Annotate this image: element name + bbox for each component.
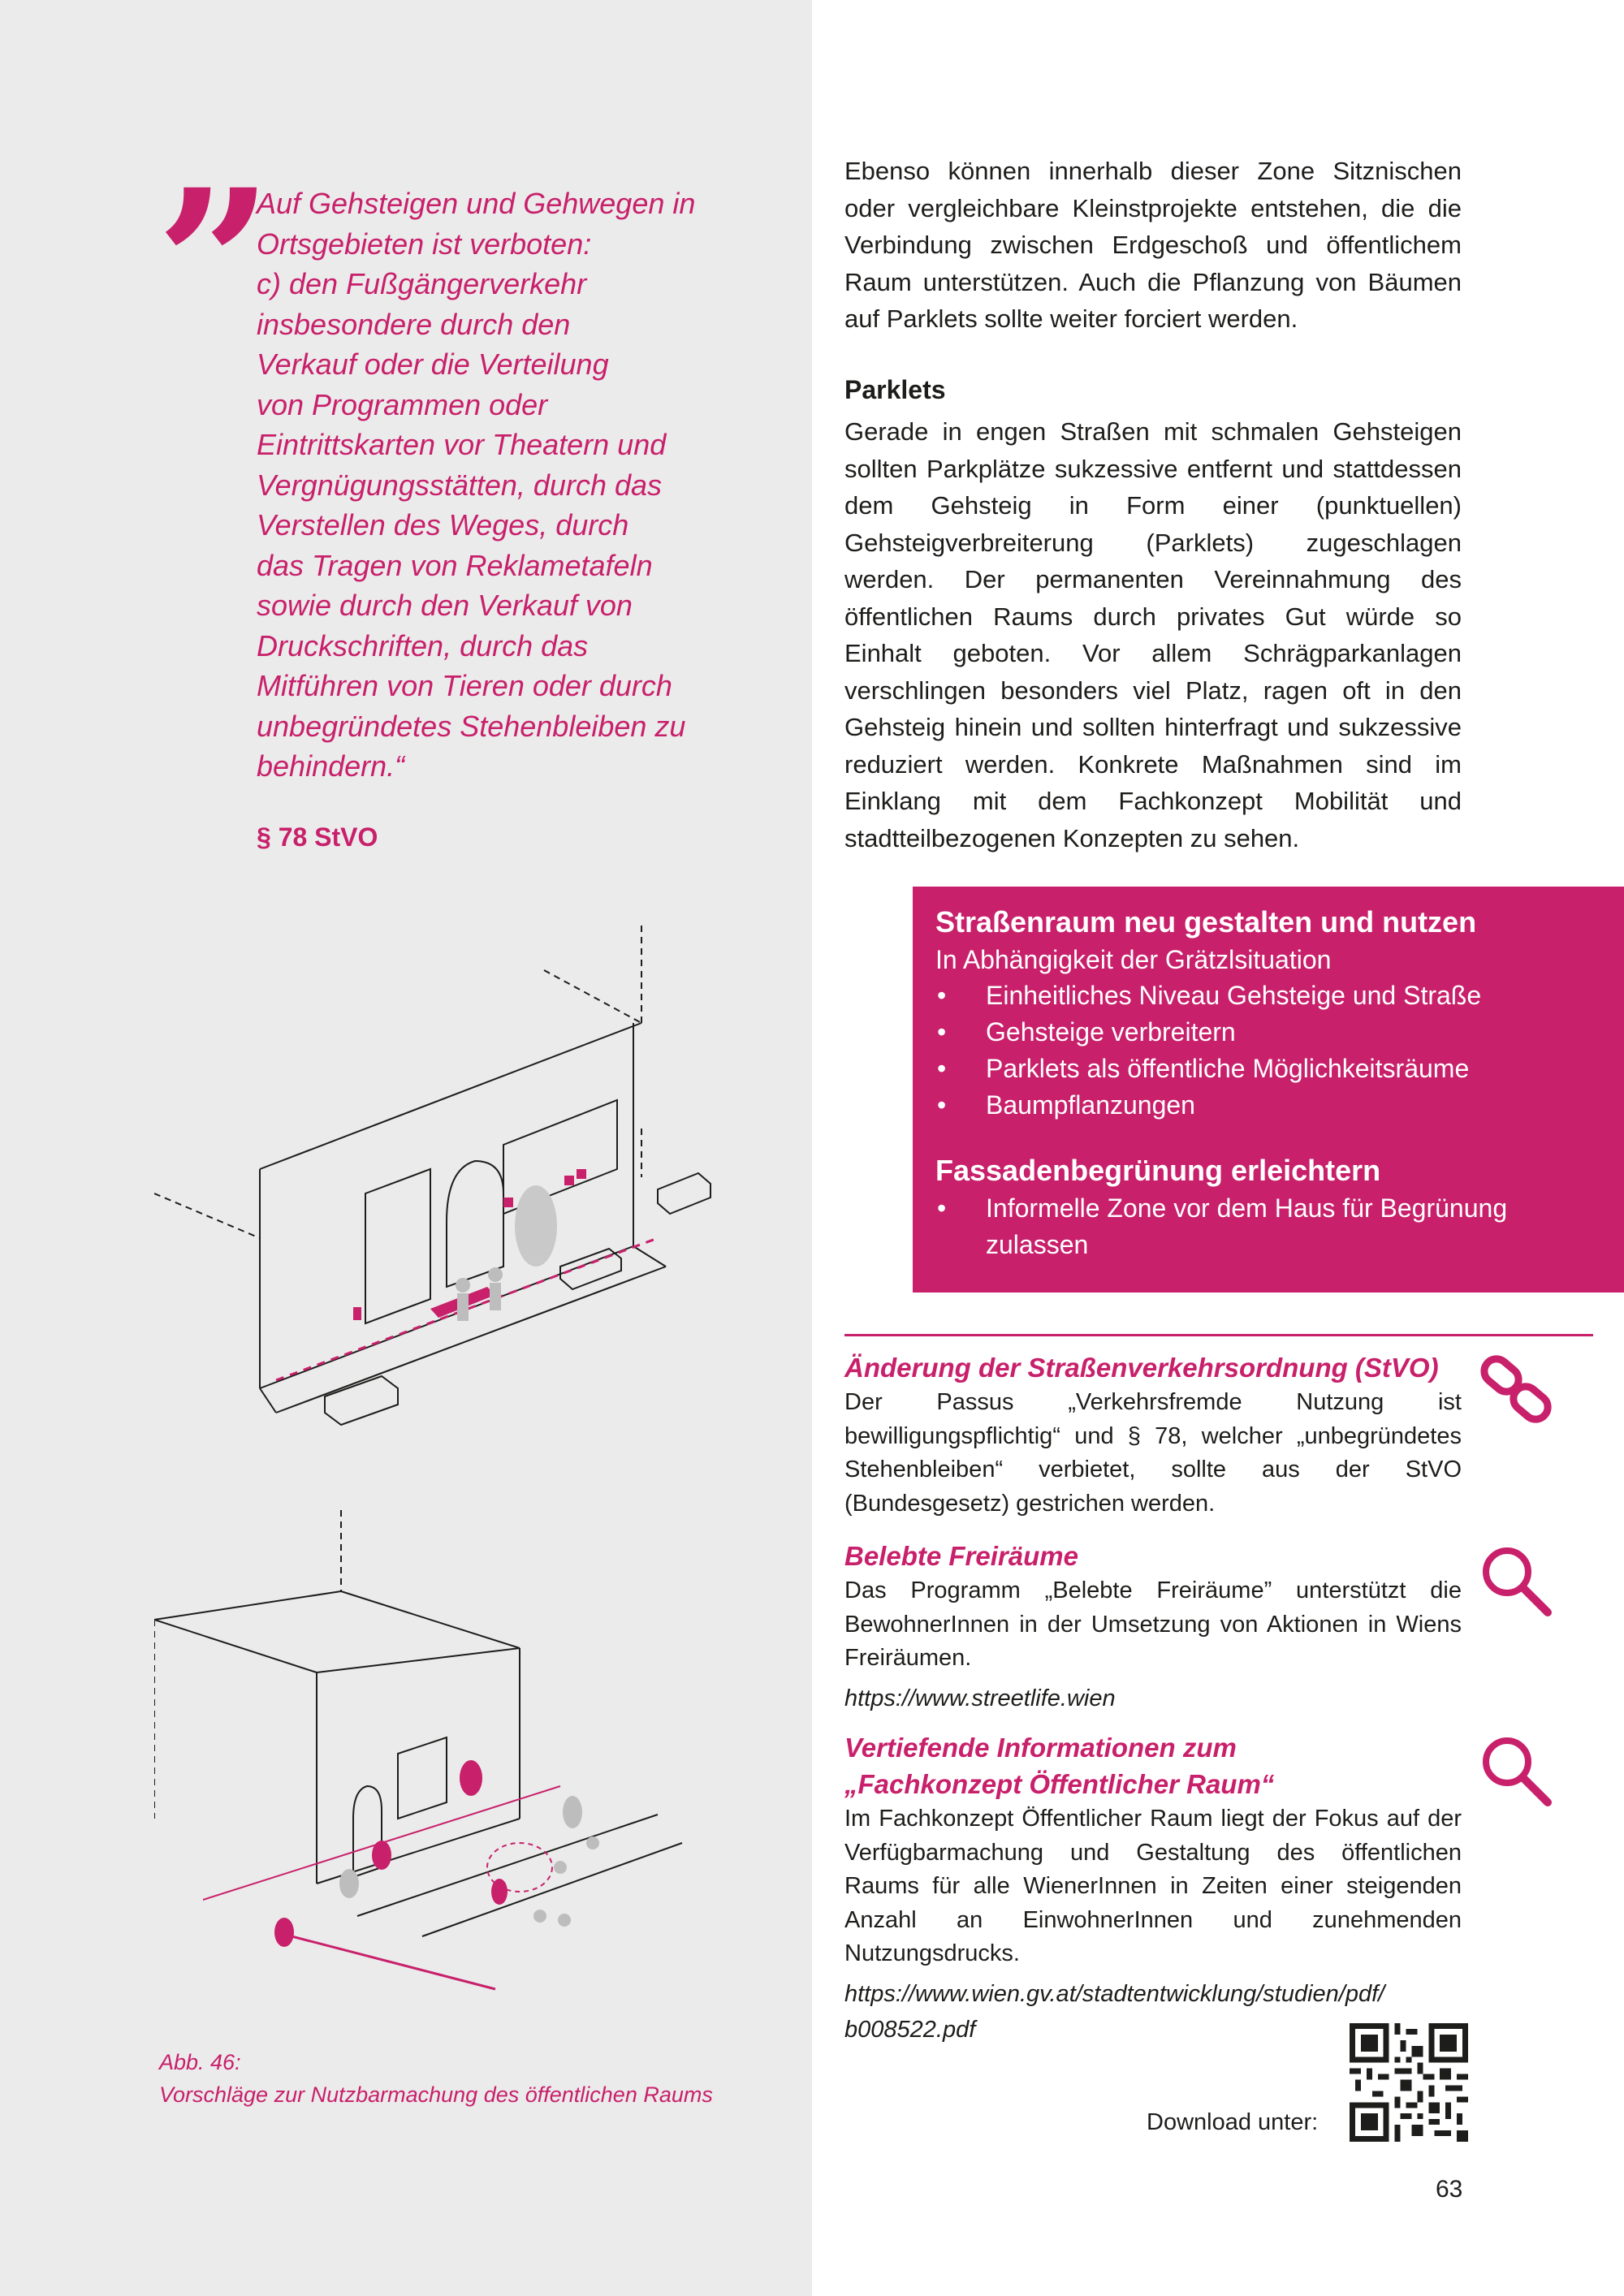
street-illustration [154, 926, 788, 1429]
box-subheading: In Abhängigkeit der Grätzlsituation [935, 945, 1332, 974]
list-item: • Baumpflanzungen [935, 1087, 1600, 1124]
quote-text: Auf Gehsteigen und Gehwegen in Ortsgebieten ist verboten: c) den Fußgängerverkehr insbesondere durch den Verkauf oder die Verteilung von Programmen oder Eintrittskarten vor Theatern und Vergnügungsstätten, durch das Verstellen des Weges, durch das Tragen von Reklametafeln sowie durch den Verkauf von Druckschriften, durch das Mitführen von Tieren oder durch unbegründetes Stehenbleiben zu behindern.“ [257, 187, 696, 783]
info-title: Belebte Freiräume [844, 1541, 1078, 1571]
info-text: Das Programm „Belebte Freiräume” unterstützt die BewohnerInnen in der Umsetzung von Aktionen in Wiens Freiräumen. [844, 1577, 1462, 1671]
list-item: • Gehsteige verbreitern [935, 1014, 1600, 1051]
list-item: • Einheitliches Niveau Gehsteige und Straße [935, 978, 1600, 1014]
list-item: • Parklets als öffentliche Möglichkeitsräume [935, 1051, 1600, 1087]
recommendations-box [913, 887, 1624, 1293]
section-divider [844, 1334, 1593, 1336]
info-title: Vertiefende Informationen zum „Fachkonzept Öffentlicher Raum“ [844, 1733, 1275, 1799]
figure-caption: Abb. 46: Vorschläge zur Nutzbarmachung des öffentlichen Raums [159, 2050, 713, 2107]
search-icon [1479, 1544, 1554, 1619]
info-block-fachkonzept [844, 1729, 1462, 2048]
fachkonzept-link[interactable]: https://www.wien.gv.at/stadtentwicklung/studien/pdf/ b008522.pdf [844, 1980, 1385, 2043]
streetlife-link[interactable]: https://www.streetlife.wien [844, 1685, 1116, 1711]
link-icon [1479, 1352, 1554, 1426]
box-heading-facade: Fassadenbegrünung erleichtern [935, 1154, 1381, 1187]
list-item: • Informelle Zone vor dem Haus für Begrünung zulassen [935, 1190, 1600, 1263]
parklets-heading: Parklets [844, 375, 946, 404]
quote-mark-icon: ” [156, 145, 257, 383]
box-heading-streetspace: Straßenraum neu gestalten und nutzen [935, 905, 1477, 939]
streetspace-list [935, 978, 1600, 1124]
info-block-stvo [844, 1349, 1462, 1521]
intro-paragraph: Ebenso können innerhalb dieser Zone Sitznischen oder vergleichbare Kleinstprojekte entstehen, die die Verbindung zwischen Erdgeschoß und öffentlichem Raum unterstützen. Auch die Pflanzung von Bäumen auf Parklets sollte weiter forciert werden. [844, 157, 1462, 333]
download-label: Download unter: [1147, 2109, 1319, 2135]
info-block-freiraeume [844, 1538, 1462, 1716]
info-title: Änderung der Straßenverkehrsordnung (StVO) [844, 1353, 1439, 1383]
quote-source: § 78 StVO [257, 822, 378, 852]
page-number: 63 [1436, 2176, 1463, 2203]
parklets-paragraph: Gerade in engen Straßen mit schmalen Gehsteigen sollten Parkplätze sukzessive entfernt und stattdessen dem Gehsteig in Form einer (punktuellen) Gehsteigverbreiterung (Parklets) zugeschlagen werden. Der permanenten Vereinnahmung des öffentlichen Raums durch privates Gut würde so Einhalt geboten. Vor allem Schrägparkanlagen verschlingen besonders viel Platz, ragen oft in den Gehsteig hinein und sollten hinterfragt und sukzessive reduziert werden. Konkrete Maßnahmen sind im Einklang mit dem Fachkonzept Mobilität und stadtteilbezogenen Konzepten zu sehen. [844, 417, 1462, 852]
info-text: Im Fachkonzept Öffentlicher Raum liegt der Fokus auf der Verfügbarmachung und Gestaltung des öffentlichen Raums für alle WienerInnen in Zeiten einer steigenden Anzahl an EinwohnerInnen und zunehmenden Nutzungsdrucks. [844, 1806, 1462, 1966]
qr-code-icon[interactable] [1350, 2023, 1468, 2142]
search-icon [1479, 1734, 1554, 1809]
facade-list [935, 1190, 1600, 1263]
info-text: Der Passus „Verkehrsfremde Nutzung ist bewilligungspflichtig“ und § 78, welcher „unbegründetes Stehenbleiben“ verbietet, sollte aus der StVO (Bundesgesetz) gestrichen werden. [844, 1389, 1462, 1517]
public-space-illustration [154, 1510, 739, 1997]
